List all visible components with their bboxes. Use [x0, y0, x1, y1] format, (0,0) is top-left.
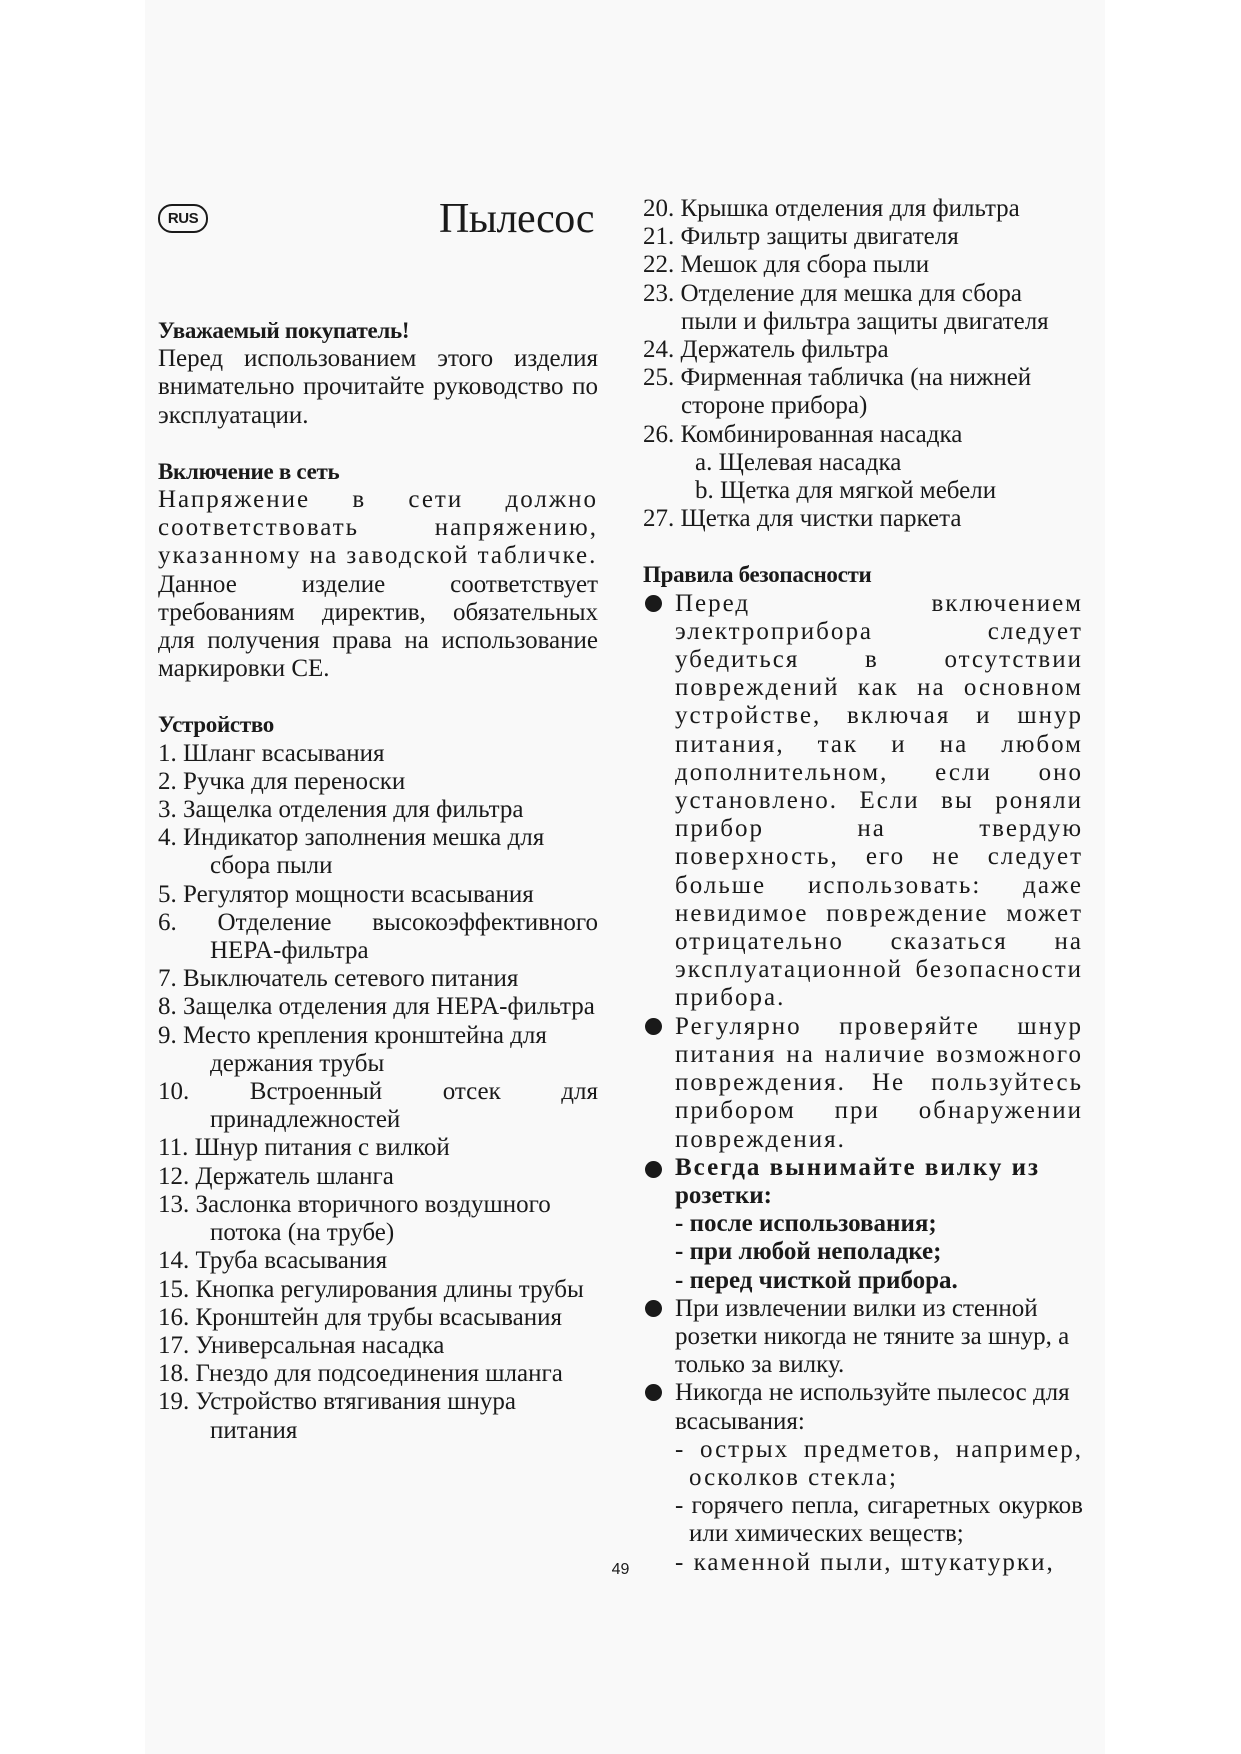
safety-heading: Правила безопасности [643, 562, 872, 588]
safety-rule-text: Никогда не используйте пылесос для всасывания: [675, 1379, 1070, 1435]
safety-rule [643, 1013, 1083, 1154]
safety-rule [643, 1295, 1083, 1380]
list-item: 23. Отделение для мешка для сбора пыли и фильтра защиты двигателя [643, 279, 1049, 335]
list-item: - перед чисткой прибора. [675, 1266, 958, 1294]
list-item: a. Щелевая насадка [695, 448, 902, 476]
safety-rule-lead: Всегда вынимайте вилку из [675, 1153, 1041, 1181]
list-item: 25. Фирменная табличка (на нижней стороне прибора) [643, 364, 1032, 420]
power-heading: Включение в сеть [158, 458, 340, 484]
safety-rule [643, 590, 1083, 1013]
page-header [158, 195, 598, 317]
device-heading: Устройство [158, 712, 274, 738]
list-item: 4. Индикатор заполнения мешка для сбора пыли [158, 824, 545, 880]
language-badge: RUS [158, 204, 208, 233]
list-item: - острых предметов, например, осколков стекла; [675, 1435, 1083, 1491]
list-item: 8. Защелка отделения для HEPA-фильтра [158, 993, 595, 1021]
list-item: - каменной пыли, штукатурки, [675, 1548, 1055, 1576]
list-item: - после использования; [675, 1210, 937, 1238]
page-title: Пылесос [438, 196, 594, 242]
list-item: 5. Регулятор мощности всасывания [158, 880, 534, 908]
left-column [158, 195, 598, 1445]
bullet-icon [645, 1161, 662, 1178]
list-item: 6. Отделение высокоэффективного HEPA-фильтра [158, 908, 598, 965]
list-item: 16. Кронштейн для трубы всасывания [158, 1303, 562, 1331]
list-item: 18. Гнездо для подсоединения шланга [158, 1360, 563, 1388]
unplug-cases-list [675, 1210, 1083, 1295]
list-item: 14. Труба всасывания [158, 1247, 388, 1275]
list-item: 7. Выключатель сетевого питания [158, 965, 519, 993]
safety-rule-text: При извлечении вилки из стенной розетки никогда не тяните за шнур, а только за вилку. [675, 1294, 1070, 1379]
greeting-text: Перед использованием этого изделия внимательно прочитайте руководство по эксплуатации. [158, 345, 598, 429]
list-item: 3. Защелка отделения для фильтра [158, 796, 524, 824]
safety-rules-list [643, 590, 1083, 1577]
safety-rule-lead-2: розетки: [675, 1181, 772, 1209]
device-parts-list [158, 740, 598, 1445]
list-item: 24. Держатель фильтра [643, 336, 889, 364]
list-item: 27. Щетка для чистки паркета [643, 505, 962, 533]
right-column [643, 195, 1083, 1577]
list-item: 12. Держатель шланга [158, 1162, 394, 1190]
list-item: 1. Шланг всасывания [158, 739, 385, 767]
list-item: 11. Шнур питания с вилкой [158, 1134, 450, 1162]
list-item: 15. Кнопка регулирования длины трубы [158, 1275, 584, 1303]
greeting-heading: Уважаемый покупатель! [158, 318, 410, 343]
list-item: 22. Мешок для сбора пыли [643, 251, 930, 279]
bullet-icon [645, 595, 662, 612]
page-number: 49 [611, 1561, 630, 1578]
list-item: 20. Крышка отделения для фильтра [643, 195, 1020, 222]
list-item: 17. Универсальная насадка [158, 1331, 445, 1359]
bullet-icon [645, 1018, 662, 1035]
list-item: 21. Фильтр защиты двигателя [643, 223, 959, 251]
list-item: 2. Ручка для переноски [158, 767, 406, 795]
forbidden-items-list [675, 1436, 1083, 1577]
list-item: 26. Комбинированная насадка [643, 420, 963, 448]
list-item: - горячего пепла, сигаретных окурков или химических веществ; [675, 1492, 1083, 1548]
power-text-1: Напряжение в сети должно соответствовать напряжению, указанному на заводской табличке. [158, 486, 598, 570]
list-item: 19. Устройство втягивания шнура питания [158, 1388, 517, 1444]
power-text-2: Данное изделие соответствует требованиям директив, обязательных для получения права на использование маркировки CE. [158, 570, 598, 683]
safety-rule [643, 1154, 1083, 1295]
list-item: 13. Заслонка вторичного воздушного потока (на трубе) [158, 1190, 551, 1247]
device-parts-list-continued [643, 195, 1083, 533]
safety-rule-text: Регулярно проверяйте шнур питания на наличие возможного повреждения. Не пользуйтесь прибором при обнаружении повреждения. [675, 1012, 1083, 1153]
safety-rule [643, 1379, 1083, 1576]
list-item: - при любой неполадке; [675, 1238, 942, 1266]
list-item: 10. Встроенный отсек для принадлежностей [158, 1078, 598, 1134]
safety-rule-text: Перед включением электроприбора следует убедиться в отсутствии повреждений как на основном устройстве, включая и шнур питания, так и на любом дополнительном, если оно установлено. Если вы роняли прибор на твердую поверхность, его не следует больше использовать: даже невидимое повреждение может отрицательно сказаться на эксплуатационной безопасности прибора. [675, 589, 1083, 1012]
bullet-icon [645, 1384, 662, 1401]
list-item: 9. Место крепления кронштейна для держания трубы [158, 1021, 547, 1077]
list-item: b. Щетка для мягкой мебели [695, 477, 997, 505]
bullet-icon [645, 1300, 662, 1317]
